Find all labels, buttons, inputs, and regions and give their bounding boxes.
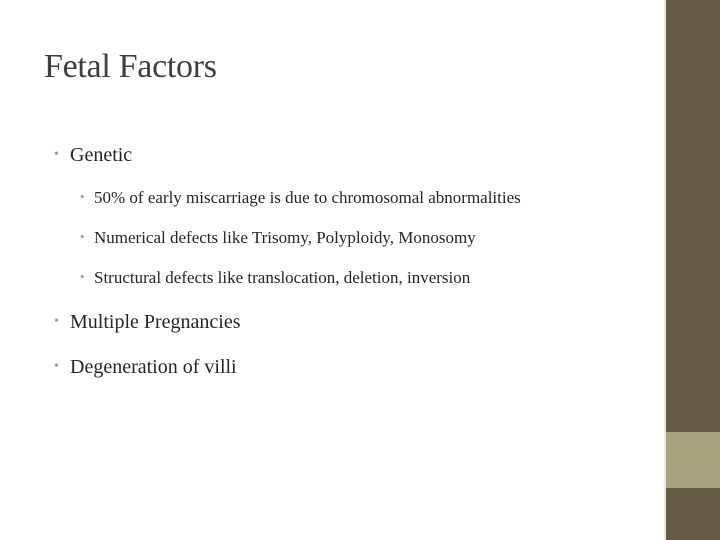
- bullet-dot-icon: •: [54, 147, 59, 162]
- sub-bullet-item: [80, 267, 470, 289]
- side-bar-accent-block: [666, 432, 720, 488]
- bullet-item-genetic: [54, 142, 132, 168]
- bullet-dot-icon: •: [54, 314, 59, 329]
- bullet-text: Degeneration of villi: [70, 356, 237, 378]
- bullet-dot-icon: •: [80, 189, 85, 204]
- bullet-dot-icon: •: [80, 229, 85, 244]
- sub-bullet-item: [80, 227, 476, 249]
- bullet-dot-icon: •: [80, 269, 85, 284]
- bullet-text: Genetic: [70, 144, 133, 166]
- bullet-dot-icon: •: [54, 359, 59, 374]
- sub-bullet-text: 50% of early miscarriage is due to chromosomal abnormalities: [94, 188, 521, 207]
- sub-bullet-item: [80, 187, 521, 209]
- bullet-item-multiple-pregnancies: [54, 309, 241, 335]
- bullet-text: Multiple Pregnancies: [70, 311, 241, 333]
- sub-bullet-text: Structural defects like translocation, deletion, inversion: [94, 268, 471, 287]
- bullet-item-degeneration-of-villi: [54, 354, 237, 380]
- slide-title: Fetal Factors: [44, 48, 217, 85]
- sub-bullet-text: Numerical defects like Trisomy, Polyploidy, Monosomy: [94, 228, 476, 247]
